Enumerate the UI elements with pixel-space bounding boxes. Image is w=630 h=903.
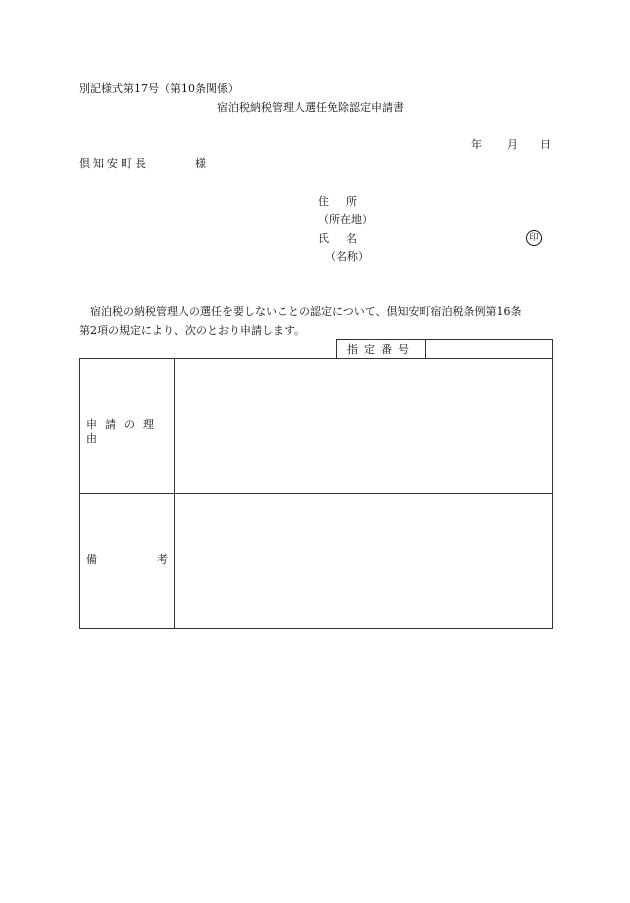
remarks-field[interactable] <box>175 494 552 628</box>
date-day-label: 日 <box>540 138 551 151</box>
addressee-name: 倶知安町長 <box>79 157 149 170</box>
reason-label: 申請の理由 <box>86 418 162 445</box>
application-table <box>79 358 553 629</box>
remarks-label-cell <box>80 494 175 628</box>
application-statement <box>79 302 553 340</box>
statement-line-2: 第2項の規定により、次のとおり申請します。 <box>79 324 306 337</box>
addressee-honorific: 様 <box>195 157 206 170</box>
remarks-label <box>86 553 168 567</box>
address-label: 住所 <box>318 195 374 208</box>
statement-line-1: 宿泊税の納税管理人の選任を要しないことの認定について、倶知安町宿泊税条例第16条 <box>90 305 522 318</box>
remarks-row <box>80 493 552 628</box>
remarks-label-last: 考 <box>157 553 168 566</box>
designation-number-box <box>336 339 553 359</box>
form-number: 別記様式第17号（第10条関係） <box>79 82 239 95</box>
remarks-label-first: 備 <box>86 553 97 566</box>
date-month-label: 月 <box>507 138 518 151</box>
designation-number-field[interactable] <box>426 340 552 359</box>
name-label: 氏名 <box>318 232 374 245</box>
designation-number-label: 指定番号 <box>337 340 426 359</box>
reason-field[interactable] <box>175 359 552 493</box>
seal-mark: 印 <box>526 230 542 246</box>
date-year-label: 年 <box>471 138 482 151</box>
location-label: （所在地） <box>318 213 373 226</box>
company-name-label: （名称） <box>325 250 369 263</box>
reason-label-cell <box>80 359 175 493</box>
document-title: 宿泊税納税管理人選任免除認定申請書 <box>217 101 404 114</box>
reason-row <box>80 359 552 493</box>
